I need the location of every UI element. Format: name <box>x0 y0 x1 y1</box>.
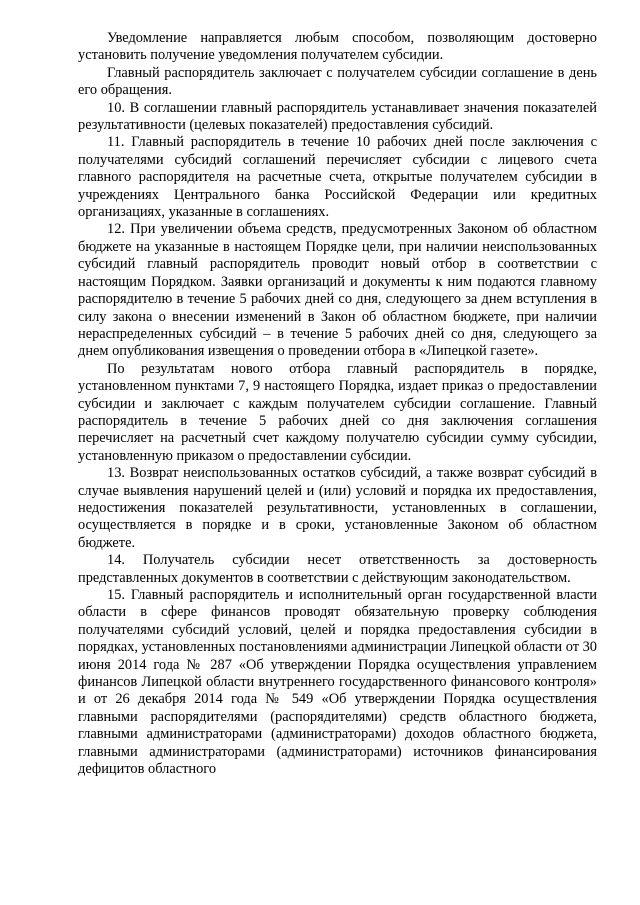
paragraph-item-10: 10. В соглашении главный распорядитель устанавливает значения показателей результативности (целевых показателей) предоставления субсидий. <box>78 99 597 134</box>
paragraph-item-11: 11. Главный распорядитель в течение 10 рабочих дней после заключения с получателями субсидий соглашений перечисляет субсидии с лицевого счета главного распорядителя на расчетные счета, открытые получателем субсидии в учреждениях Центрального банка Российской Федерации или кредитных организациях, указанные в соглашениях. <box>78 134 597 221</box>
paragraph-notification: Уведомление направляется любым способом, позволяющим достоверно установить получение уведомления получателем субсидии. <box>78 30 597 64</box>
document-page <box>78 30 597 778</box>
paragraph-agreement-day: Главный распорядитель заключает с получателем субсидии соглашение в день его обращения. <box>78 64 597 99</box>
paragraph-item-13: 13. Возврат неиспользованных остатков субсидий, а также возврат субсидий в случае выявления нарушений целей и (или) условий и порядка их предоставления, недостижения показателей результативности, установленных в соглашении, осуществляется в порядке и в сроки, установленные Законом об областном бюджете. <box>78 465 597 551</box>
paragraph-new-selection-results: По результатам нового отбора главный распорядитель в порядке, установленном пунктами 7, 9 настоящего Порядка, издает приказ о предоставлении субсидии и заключает с каждым получателем субсидии соглашение. Главный распорядитель в течение 5 рабочих дней со дня заключения соглашения перечисляет на расчетный счет каждому получателю субсидии сумму субсидии, установленную приказом о предоставлении субсидии. <box>78 360 597 464</box>
paragraph-item-15: 15. Главный распорядитель и исполнительный орган государственной власти области в сфере финансов проводят обязательную проверку соблюдения получателями субсидий условий, целей и порядка предоставления субсидии в порядках, установленных постановлениями администрации Липецкой области от 30 июня 2014 года № 287 «Об утверждении Порядка осуществления управлением финансов Липецкой области внутреннего государственного финансового контроля» и от 26 декабря 2014 года № 549 «Об утверждении Порядка осуществления главными распорядителями (распорядителями) средств областного бюджета, главными администраторами (администраторами) доходов областного бюджета, главными администраторами (администраторами) источников финансирования дефицитов областного <box>78 587 597 778</box>
paragraph-item-14: 14. Получатель субсидии несет ответственность за достоверность представленных документов в соответствии с действующим законодательством. <box>78 552 597 586</box>
paragraph-item-12: 12. При увеличении объема средств, предусмотренных Законом об областном бюджете на указанные в настоящем Порядке цели, при наличии неиспользованных субсидий главный распорядитель проводит новый отбор в соответствии с настоящим Порядком. Заявки организаций и документы к ним подаются главному распорядителю в течение 5 рабочих дней со дня, следующего за днем вступления в силу закона о внесении изменений в Закон об областном бюджете, при наличии нераспределенных субсидий – в течение 5 рабочих дней со дня, следующего за днем опубликования извещения о проведении отбора в «Липецкой газете». <box>78 221 597 360</box>
